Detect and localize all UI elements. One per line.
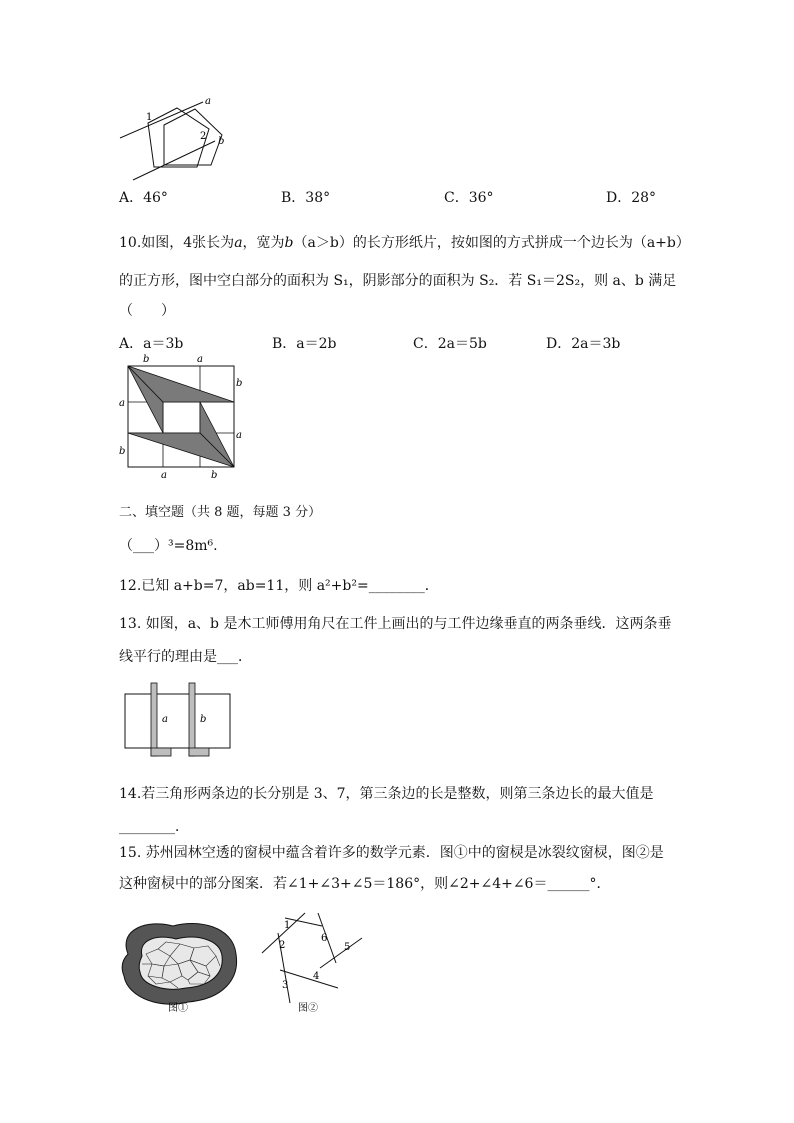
fig2-caption: 图② — [298, 1003, 318, 1014]
q13-workpiece-figure — [120, 680, 240, 760]
line-label-b: b — [218, 136, 225, 147]
q13-line1: 13. 如图，a、b 是木工师傅用角尺在工件上画出的与工件边缘垂直的两条垂线．这两条垂 — [119, 616, 672, 632]
q10-text-paren: （a＞b） — [293, 235, 353, 251]
angle-label-3: 3 — [282, 980, 289, 991]
q10-line2: 的正方形，图中空白部分的面积为 S₁，阴影部分的面积为 S₂．若 S₁＝2S₂，则 a、b 满足 — [119, 273, 677, 289]
line-b — [133, 141, 215, 180]
q14-line2: ________． — [119, 819, 189, 835]
q9-option-c[interactable]: C．36° — [444, 190, 494, 206]
q13-line2: 线平行的理由是___． — [119, 649, 252, 665]
label-bottom-b: b — [211, 470, 218, 481]
angle-label-1: 1 — [146, 112, 153, 123]
pentagon-shape — [164, 109, 225, 165]
q10-option-d[interactable]: D．2a＝3b — [546, 336, 621, 352]
section-title: 二、填空题（共 8 题，每题 3 分） — [119, 505, 322, 520]
workpiece-rect — [125, 694, 230, 748]
frame-line — [285, 918, 322, 926]
q10-square-figure — [115, 350, 245, 485]
q9-option-a[interactable]: A．46° — [119, 190, 168, 206]
q10-text-post: 的长方形纸片，按如图的方式拼成一个边长为（a+b） — [352, 235, 690, 251]
frame-line — [280, 970, 338, 988]
line-label-a: a — [162, 714, 168, 725]
angle-label-4: 4 — [313, 971, 320, 982]
angle-label-6: 6 — [321, 933, 328, 944]
q9-pentagon-figure — [115, 95, 235, 180]
angle-label-5: 5 — [344, 942, 351, 953]
q10-option-b[interactable]: B．a＝2b — [272, 336, 337, 352]
square-ruler-b — [189, 683, 195, 756]
q10-var-a: a — [234, 235, 243, 251]
label-left-b: b — [119, 446, 126, 457]
label-right-a: a — [236, 430, 242, 441]
q10-line3: （ ） — [119, 303, 175, 319]
label-right-b: b — [236, 378, 243, 389]
q15-line2: 这种窗棂中的部分图案．若∠1+∠3+∠5＝186°，则∠2+∠4+∠6＝______°． — [119, 876, 611, 892]
q10-line1 — [119, 232, 690, 252]
q10-option-c[interactable]: C．2a＝5b — [413, 336, 487, 352]
q9-option-b[interactable]: B．38° — [281, 190, 331, 206]
q11-text: （___）³=8m⁶. — [119, 538, 218, 554]
label-left-a: a — [119, 398, 125, 409]
q14-line1: 14.若三角形两条边的长分别是 3、7，第三条边的长是整数，则第三条边长的最大值是 — [119, 786, 654, 802]
q10-option-a[interactable]: A．a＝3b — [119, 336, 184, 352]
q10-number: 10. — [119, 235, 142, 251]
square-ruler-a-base — [151, 748, 171, 756]
square-ruler-b-base — [189, 748, 209, 756]
angle-label-1: 1 — [284, 920, 291, 931]
square-ruler-a — [151, 683, 157, 756]
q10-text-pre: 如图，4张长为 — [141, 235, 235, 251]
q15-window-figure-1 — [118, 914, 243, 1019]
label-top-a: a — [197, 354, 203, 365]
q15-line1: 15. 苏州园林空透的窗棂中蕴含着许多的数学元素．图①中的窗棂是冰裂纹窗棂，图②是 — [119, 845, 664, 861]
angle-label-2: 2 — [279, 940, 286, 951]
q12-text: 12.已知 a+b=7，ab=11，则 a²+b²=________． — [119, 578, 439, 594]
angle-label-2: 2 — [200, 131, 207, 142]
fig1-caption: 图① — [168, 1003, 188, 1014]
label-bottom-a: a — [161, 470, 167, 481]
q10-var-b: b — [284, 235, 294, 251]
q9-option-d[interactable]: D．28° — [606, 190, 657, 206]
line-label-a: a — [205, 96, 211, 107]
line-a — [120, 102, 203, 138]
label-top-b: b — [143, 354, 150, 365]
q15-window-figure-2 — [250, 908, 375, 1018]
q10-text-mid: ，宽为 — [242, 235, 285, 251]
line-label-b: b — [200, 714, 207, 725]
